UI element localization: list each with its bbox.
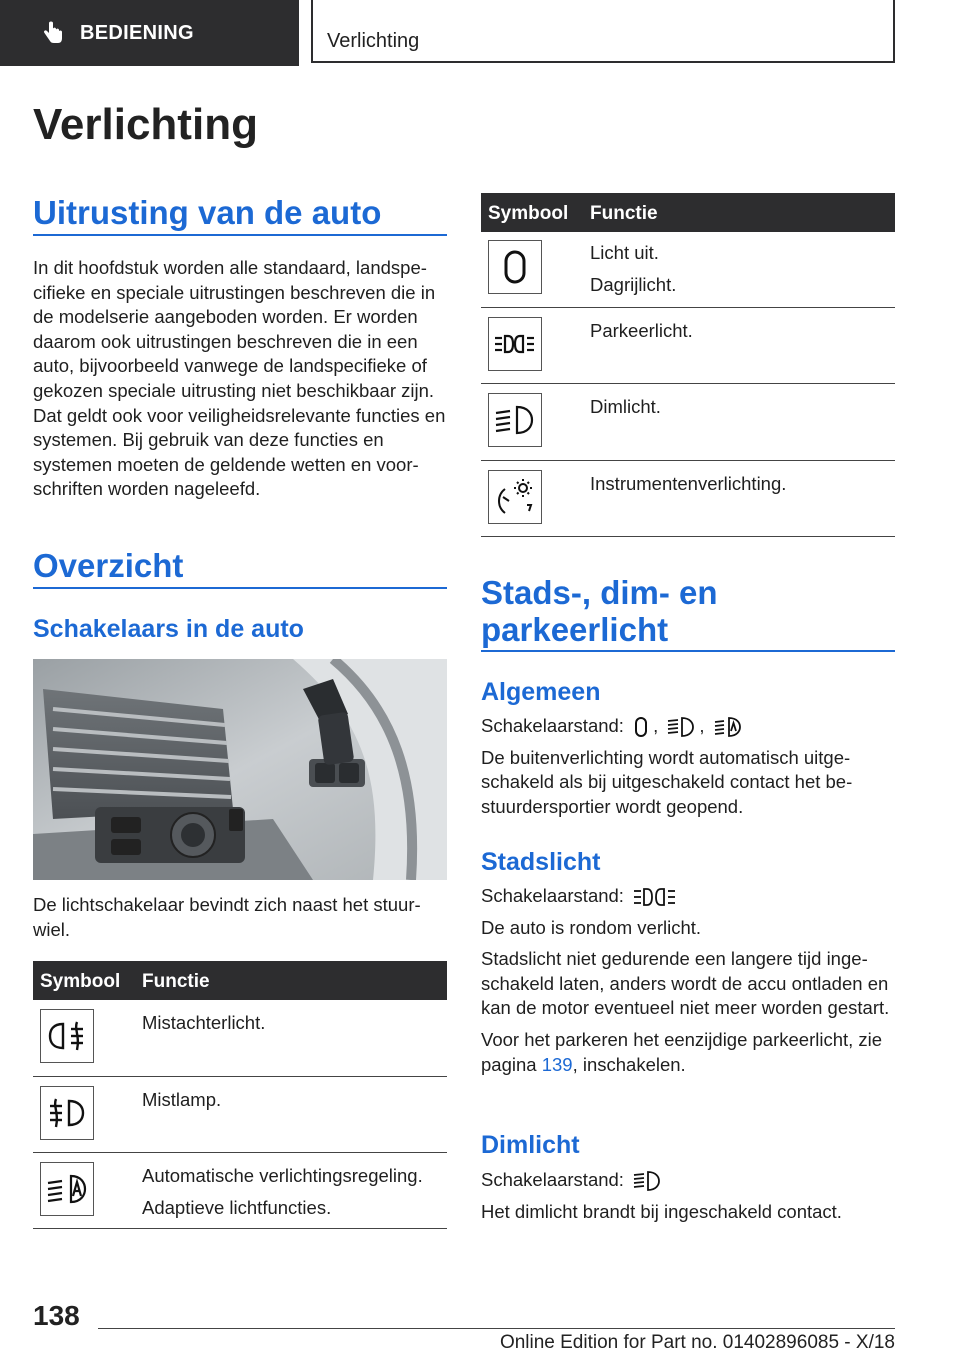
heading-rule — [33, 587, 447, 589]
city-switch-line: Schakelaarstand: — [481, 884, 895, 909]
footer-edition: Online Edition for Part no. 01402896085 - X/18 — [499, 1332, 895, 1353]
table-row — [481, 308, 895, 384]
heading-rule — [481, 650, 895, 652]
row-function: Automatische verlichtingsregeling. Adaptieve lichtfuncties. — [142, 1165, 423, 1218]
low-beam-icon — [667, 716, 695, 738]
city-light-section — [481, 884, 895, 1084]
col-function: Functie — [590, 203, 658, 224]
heading-overview: Overzicht — [33, 547, 184, 584]
dim-switch-line: Schakelaarstand: — [481, 1168, 895, 1193]
heading-lights: Stads-, dim- en parkeerlicht — [481, 574, 718, 648]
hand-pointer-icon — [40, 20, 66, 46]
table-header — [33, 961, 447, 1000]
table-row — [33, 1077, 447, 1153]
automatic-headlight-icon — [714, 716, 742, 738]
col-symbol: Symbool — [488, 203, 569, 224]
equipment-paragraph — [33, 256, 447, 509]
heading-rule — [33, 234, 447, 236]
heading-city-light: Stadslicht — [481, 848, 601, 876]
lights-off-zero-icon — [488, 240, 542, 294]
rear-fog-light-icon — [40, 1009, 94, 1063]
front-fog-light-icon — [40, 1086, 94, 1140]
row-function: Parkeerlicht. — [590, 320, 693, 341]
col-symbol: Symbool — [40, 971, 121, 992]
table-row — [481, 384, 895, 461]
dim-text: Het dimlicht brandt bij ingeschakeld contact. — [481, 1200, 842, 1222]
general-text: De buitenverlichting wordt automatisch uitgeschakeld als bij uitgeschakeld contact het bestuurdersportier wordt geopend. — [481, 746, 853, 817]
general-section — [481, 714, 895, 826]
page-number: 138 — [33, 1300, 80, 1331]
page-title: Verlichting — [33, 100, 258, 149]
low-beam-icon — [633, 1170, 661, 1192]
section-tab — [0, 0, 299, 66]
row-function: Mistlamp. — [142, 1089, 222, 1110]
equipment-text: In dit hoofdstuk worden alle standaard, landspecifieke en speciale uitrustingen beschreven die in de modelserie aangeboden worden. Er worden daarom ook uitrustingen beschreven die in een auto, bijvoorbeeld vanwege de landspecifieke of gekozen speciale uitrusting niet beschikbaar zijn. Dat geldt ook voor veiligheidsrelevante functies en systemen. Bij gebruik van deze functies en systemen moeten de geldende wetten en voorschriften worden nageleefd. — [33, 257, 446, 500]
section-label: BEDIENING — [80, 21, 194, 44]
chapter-label: Verlichting — [327, 30, 420, 52]
symbol-table-left — [33, 961, 447, 1229]
row-function: Licht uit. Dagrijlicht. — [590, 242, 677, 295]
row-function: Dimlicht. — [590, 396, 661, 417]
low-beam-icon — [488, 393, 542, 447]
heading-switches: Schakelaars in de auto — [33, 615, 304, 643]
general-switch-line: Schakelaarstand: , , — [481, 714, 895, 739]
table-header — [481, 193, 895, 232]
table-row — [481, 232, 895, 308]
heading-equipment: Uitrusting van de auto — [33, 194, 382, 231]
city-text-1: De auto is rondom verlicht. — [481, 916, 702, 938]
dim-light-section — [481, 1168, 895, 1231]
city-text-2: Stadslicht niet gedurende een langere tijd ingeschakeld laten, anders wordt de accu ontladen en kan de motor eventueel niet meer worden gestart. — [481, 948, 890, 1019]
heading-dim-light: Dimlicht — [481, 1131, 580, 1159]
instrument-lighting-icon — [488, 470, 542, 524]
lights-off-zero-icon — [633, 716, 649, 738]
col-function: Functie — [142, 971, 210, 992]
row-function: Instrumentenverlichting. — [590, 473, 787, 494]
automatic-headlight-icon — [40, 1162, 94, 1216]
table-row — [481, 461, 895, 537]
symbol-table-right — [481, 193, 895, 537]
light-switch-photo — [33, 659, 447, 880]
parking-light-icon — [488, 317, 542, 371]
switch-caption — [33, 893, 447, 949]
table-row — [33, 1153, 447, 1229]
table-row — [33, 1000, 447, 1077]
page-link[interactable]: 139 — [541, 1053, 573, 1075]
footer-rule — [98, 1328, 895, 1329]
switch-caption-text: De lichtschakelaar bevindt zich naast het stuurwiel. — [33, 894, 421, 940]
city-text-3: Voor het parkeren het eenzijdige parkeerlicht, zie pagina 139, inschakelen. — [481, 1028, 883, 1075]
chapter-tab — [311, 0, 895, 63]
row-function: Mistachterlicht. — [142, 1012, 266, 1033]
parking-light-icon — [633, 886, 677, 908]
heading-general: Algemeen — [481, 678, 601, 706]
